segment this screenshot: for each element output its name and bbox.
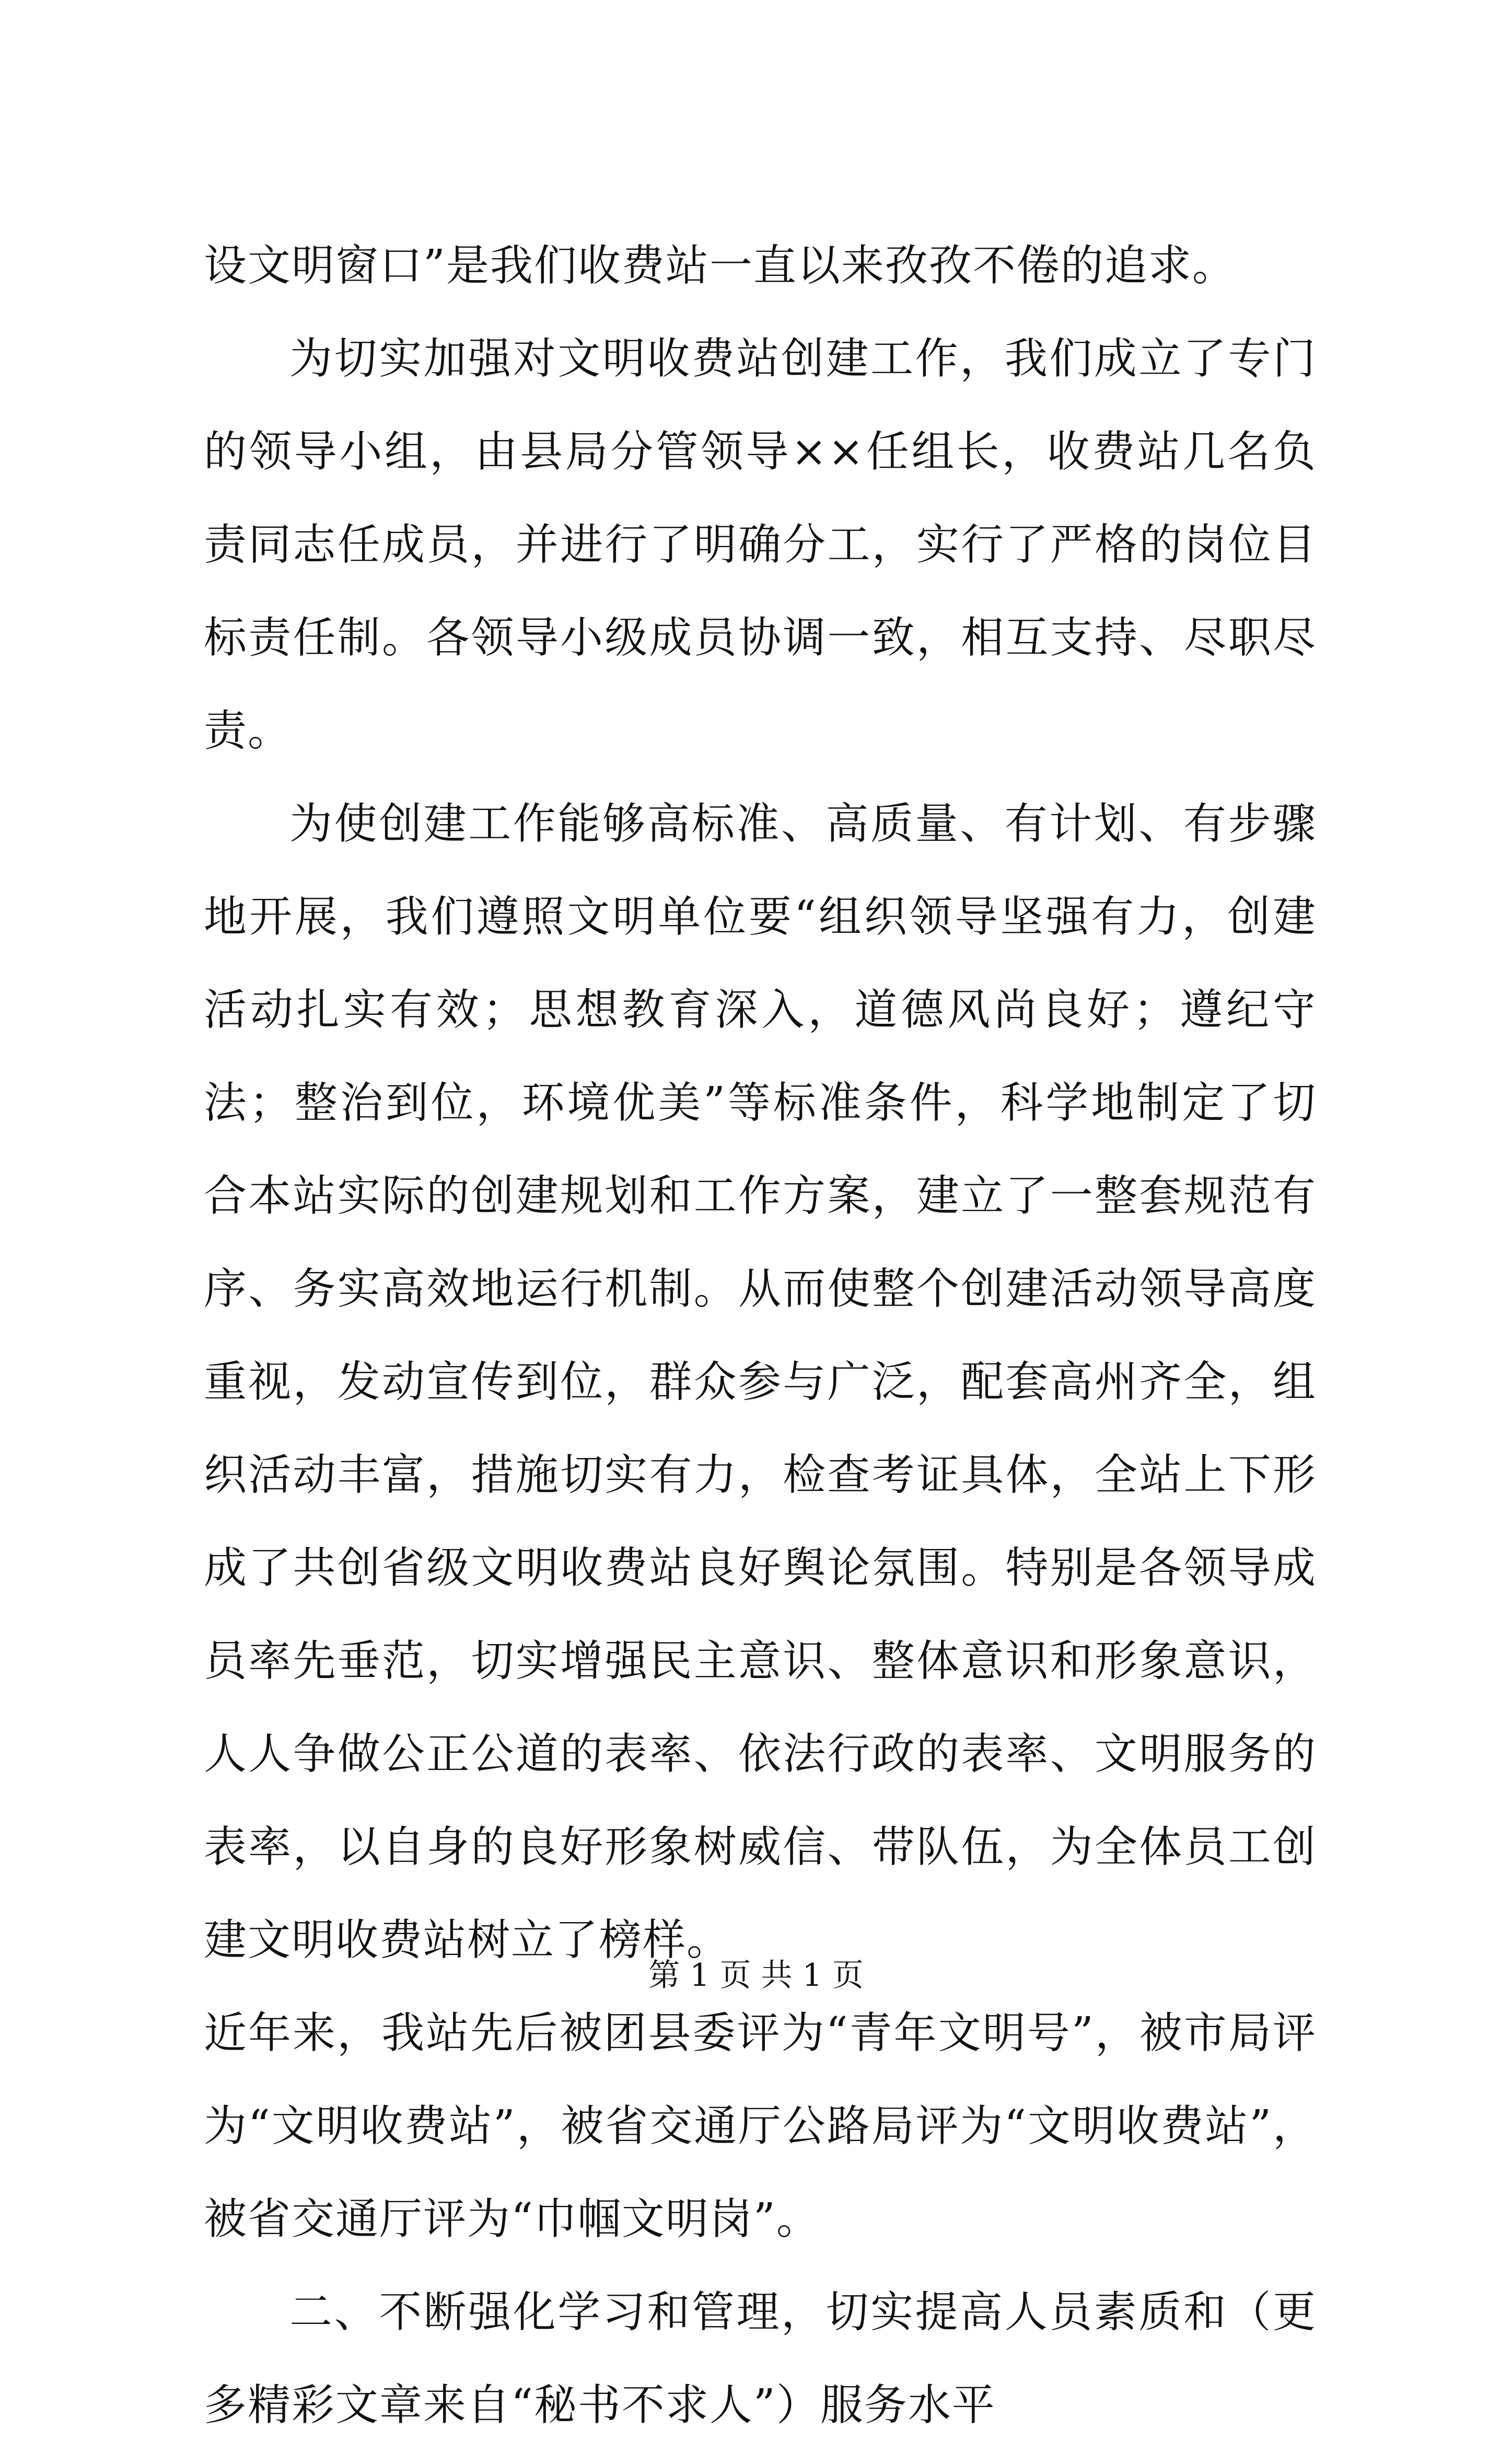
paragraph-4: 近年来，我站先后被团县委评为“青年文明号”，被市局评为“文明收费站”，被省交通厅公路局评为“文明收费站”，被省交通厅评为“巾帼文明岗”。 (204, 2008, 1317, 2244)
paragraph-1: 设文明窗口”是我们收费站一直以来孜孜不倦的追求。 (204, 241, 1236, 291)
document-body (204, 219, 1317, 2452)
page-footer: 第 1 页 共 1 页 (648, 1957, 864, 1994)
paragraph-3: 为使创建工作能够高标准、高质量、有计划、有步骤地开展，我们遵照文明单位要“组织领导坚强有力，创建活动扎实有效；思想教育深入，道德风尚良好；遵纪守法；整治到位，环境优美”等标准条件，科学地制定了切合本站实际的创建规划和工作方案，建立了一整套规范有序、务实高效地运行机制。从而使整个创建活动领导高度重视，发动宣传到位，群众参与广泛，配套高州齐全，组织活动丰富，措施切实有力，检查考证具体，全站上下形成了共创省级文明收费站良好舆论氛围。特别是各领导成员率先垂范，切实增强民主意识、整体意识和形象意识，人人争做公正公道的表率、依法行政的表率、文明服务的表率，以自身的良好形象树威信、带队伍，为全体员工创建文明收费站树立了榜样。 (204, 799, 1317, 1965)
paragraph-5: 二、不断强化学习和管理，切实提高人员素质和（更多精彩文章来自“秘书不求人”）服务水平 (204, 2287, 1317, 2430)
paragraph-2: 为切实加强对文明收费站创建工作，我们成立了专门的领导小组，由县局分管领导××任组长，收费站几名负责同志任成员，并进行了明确分工，实行了严格的岗位目标责任制。各领导小级成员协调一致，相互支持、尽职尽责。 (204, 334, 1317, 756)
